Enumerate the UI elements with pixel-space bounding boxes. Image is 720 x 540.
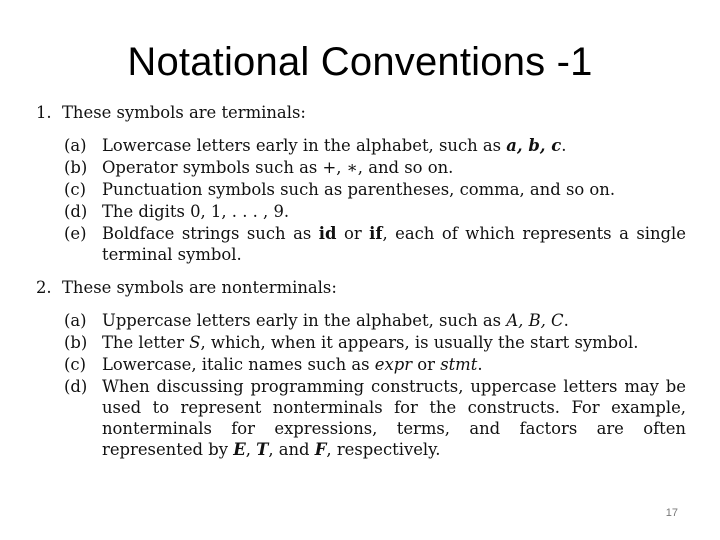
- item-text: [102, 332, 686, 354]
- item-text-part: , and: [268, 440, 315, 459]
- item-text-part: ,: [245, 440, 257, 459]
- section-heading-text: These symbols are terminals:: [62, 103, 306, 122]
- item-text-part: or: [412, 355, 441, 374]
- item-bold-keyword: if: [369, 224, 383, 243]
- item-text: [102, 354, 686, 376]
- item-label: (e): [64, 224, 87, 243]
- slide-body: [36, 102, 686, 470]
- item-italic-symbols: A, B, C: [506, 311, 564, 330]
- list-item: [64, 376, 686, 460]
- nonterminals-list: [64, 310, 686, 460]
- item-text: [102, 135, 686, 157]
- terminals-list: [64, 135, 686, 265]
- item-text: Operator symbols such as +, ∗, and so on.: [102, 158, 454, 177]
- item-text: [102, 223, 686, 265]
- item-label: (d): [64, 202, 88, 221]
- item-bold-italic-symbol: E: [233, 440, 246, 459]
- list-item: [64, 310, 686, 332]
- list-item: [64, 223, 686, 265]
- section-number: 2.: [36, 278, 52, 297]
- item-italic-name: expr: [374, 355, 413, 374]
- item-bold-keyword: id: [318, 224, 337, 243]
- list-item: [64, 354, 686, 376]
- item-italic-symbol: S: [189, 333, 201, 352]
- item-label: (c): [64, 355, 86, 374]
- item-text: Punctuation symbols such as parentheses, comma, and so on.: [102, 180, 616, 199]
- item-text-part: When discussing programming constructs, uppercase letters may be used to represent nonterminals for the constructs. For example, nonterminals for expressions, terms, and factors are often represented by: [102, 377, 686, 459]
- section-number: 1.: [36, 103, 52, 122]
- list-item: [64, 135, 686, 157]
- item-text-part: or: [336, 224, 370, 243]
- item-text-part: , each of which represents a single terminal symbol.: [102, 224, 686, 264]
- item-bold-italic-symbol: T: [256, 440, 269, 459]
- item-text-part: The letter: [102, 333, 190, 352]
- item-text-part: .: [477, 355, 483, 374]
- item-text: The digits 0, 1, . . . , 9.: [102, 202, 290, 221]
- item-text-part: .: [563, 311, 569, 330]
- item-label: (c): [64, 180, 86, 199]
- item-italic-name: stmt: [440, 355, 478, 374]
- item-text-part: Lowercase letters early in the alphabet, such as: [102, 136, 507, 155]
- item-text: [102, 310, 686, 332]
- list-item: [64, 201, 686, 223]
- list-item: [64, 179, 686, 201]
- item-label: (a): [64, 311, 87, 330]
- item-text-part: , respectively.: [326, 440, 441, 459]
- item-text-part: Uppercase letters early in the alphabet, such as: [102, 311, 507, 330]
- item-label: (a): [64, 136, 87, 155]
- section-terminals-heading: [36, 102, 686, 124]
- item-label: (d): [64, 377, 88, 396]
- item-label: (b): [64, 333, 88, 352]
- item-label: (b): [64, 158, 88, 177]
- item-text-part: Lowercase, italic names such as: [102, 355, 375, 374]
- item-text: [102, 376, 686, 460]
- section-heading-text: These symbols are nonterminals:: [62, 278, 337, 297]
- list-item: [64, 157, 686, 179]
- item-text-part: , which, when it appears, is usually the start symbol.: [200, 333, 639, 352]
- item-bold-italic-symbol: F: [314, 440, 327, 459]
- slide-title: Notational Conventions -1: [127, 40, 593, 84]
- item-text-part: Boldface strings such as: [102, 224, 319, 243]
- item-text-part: .: [561, 136, 567, 155]
- page-number: 17: [665, 507, 678, 519]
- section-nonterminals-heading: [36, 277, 686, 299]
- item-italic-symbols: a, b, c: [506, 136, 562, 155]
- list-item: [64, 332, 686, 354]
